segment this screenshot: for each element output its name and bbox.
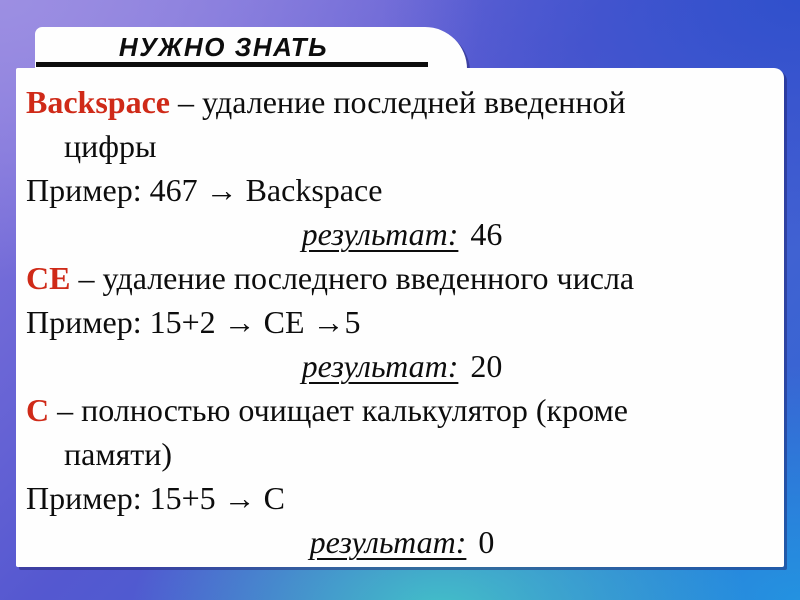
key-term: Backspace (26, 84, 170, 120)
text-line-continuation: цифры (64, 128, 157, 164)
text-line-plain: Пример: 15+5 → C (26, 480, 285, 516)
text-line-definition: Backspace – удаление последней введенной (26, 84, 626, 120)
result-value: 0 (478, 524, 495, 560)
result-label: результат: (309, 524, 467, 560)
text-line-plain: Пример: 467 → Backspace (26, 172, 383, 208)
result-value: 20 (470, 348, 503, 384)
text-line-result (26, 344, 778, 388)
key-term: C (26, 392, 50, 428)
title-underline (36, 62, 428, 67)
result-label: результат: (301, 216, 459, 252)
slide-title: НУЖНО ЗНАТЬ (118, 32, 329, 62)
text-line-result (26, 212, 778, 256)
content-lines (16, 68, 784, 567)
text-line-result (26, 520, 778, 564)
text-line-continuation: памяти) (64, 436, 173, 472)
key-term: CE (26, 260, 71, 296)
text-line-definition: CE – удаление последнего введенного числа (26, 260, 635, 296)
text-line-plain: Пример: 15+2 → CE →5 (26, 304, 361, 340)
text-line-definition: C – полностью очищает калькулятор (кроме (26, 392, 628, 428)
result-value: 46 (470, 216, 503, 252)
result-label: результат: (301, 348, 459, 384)
